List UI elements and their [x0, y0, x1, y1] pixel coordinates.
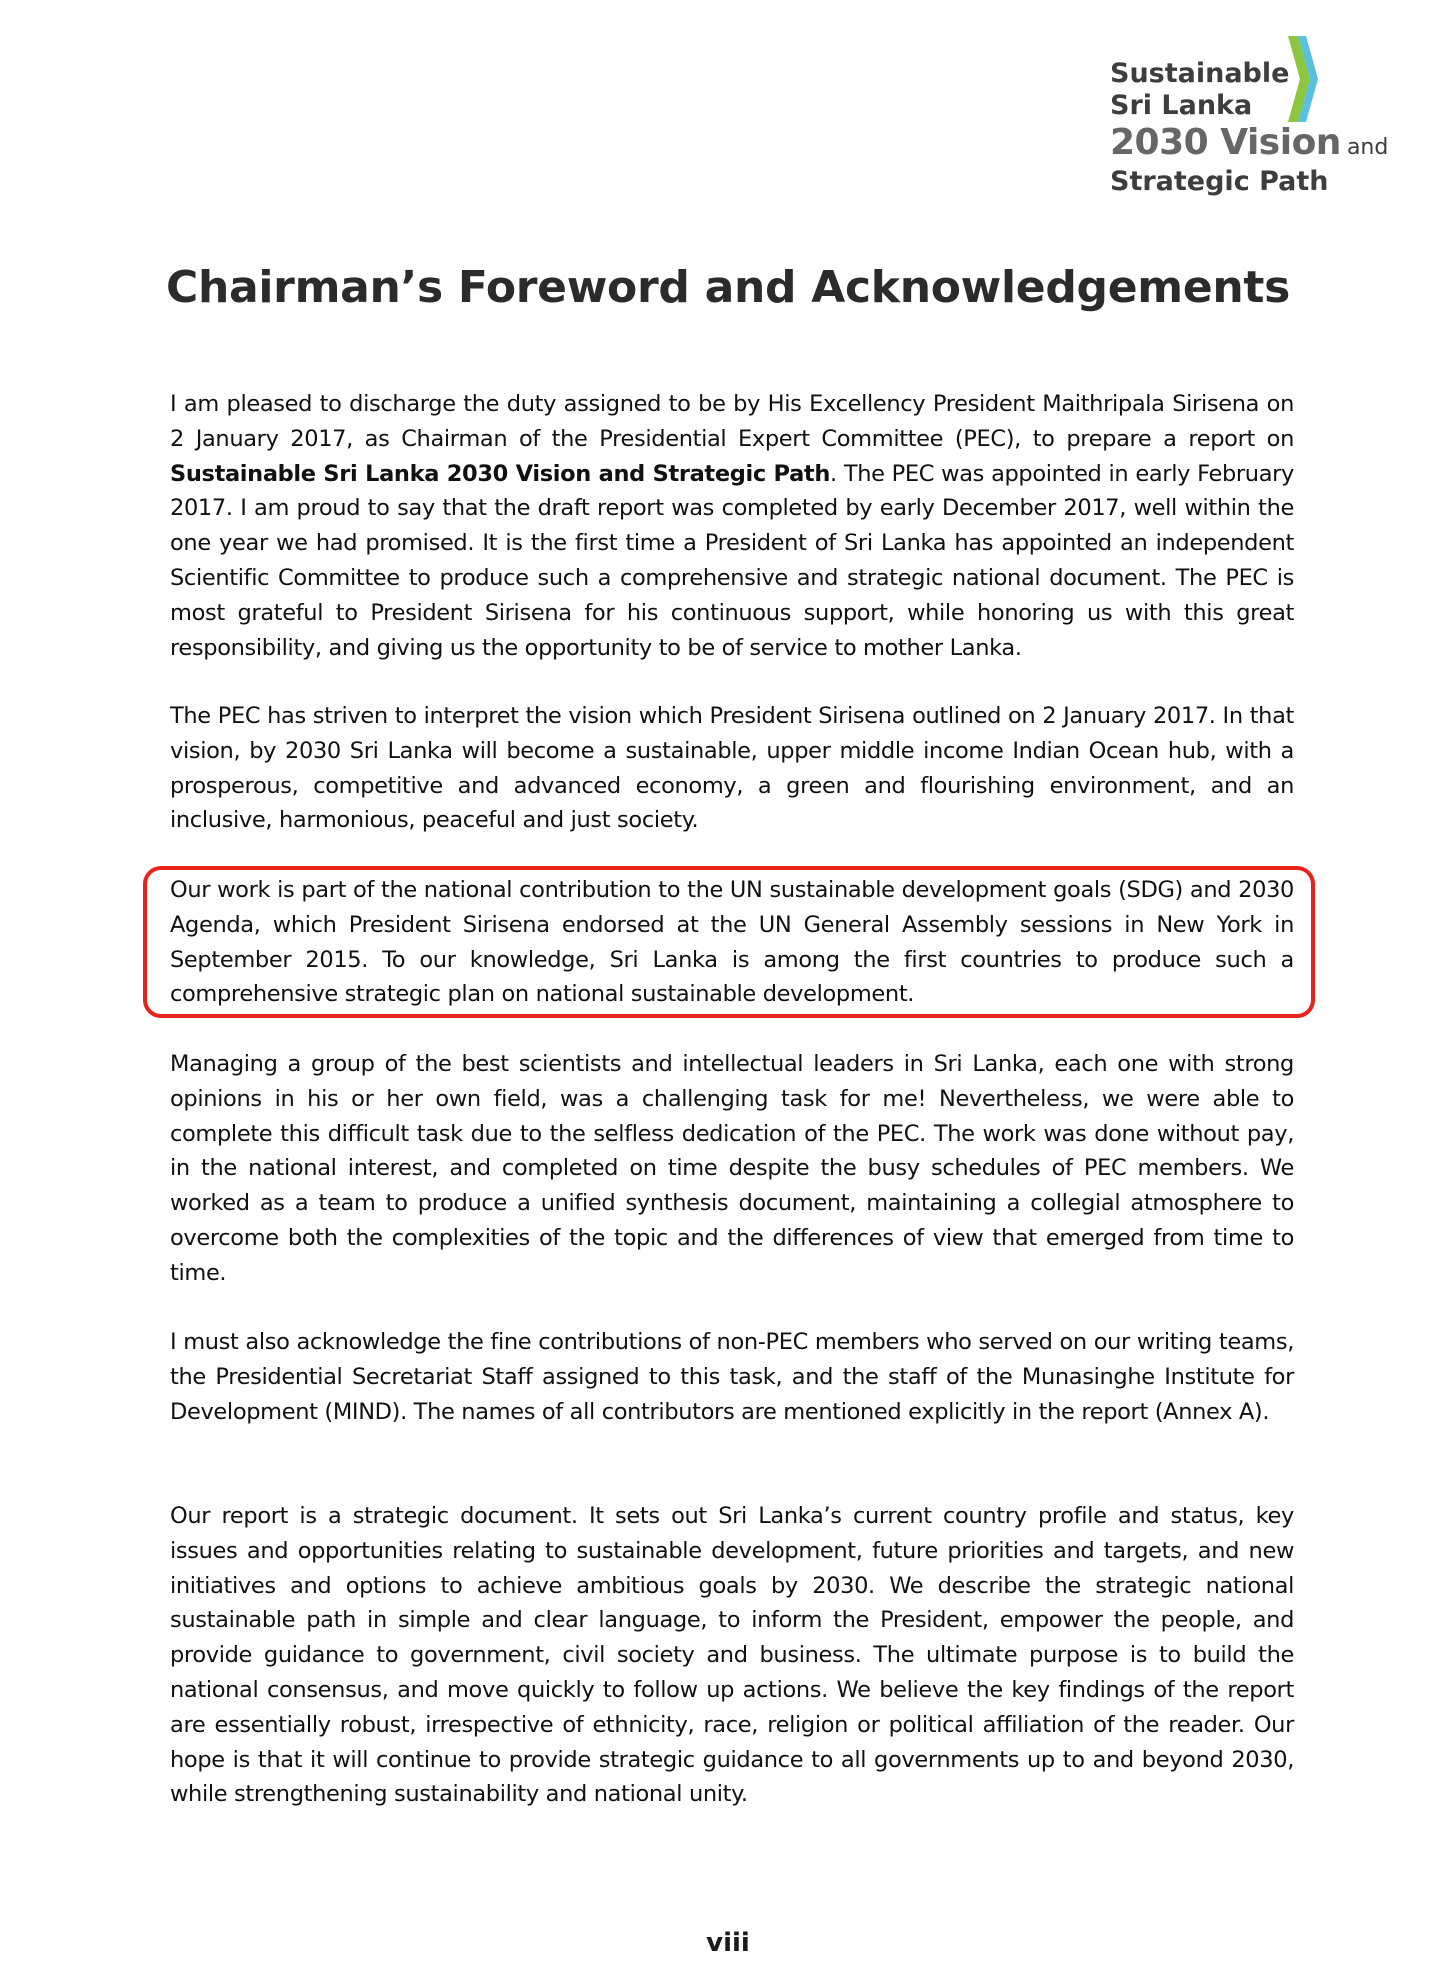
paragraph-3-highlighted: Our work is part of the national contribution to the UN sustainable development goals (SDG) and 2030 Agenda, which President Sirisena endorsed at the UN General Assembly sessions in New York in September 2015. To our knowledge, Sri Lanka is among the first countries to produce such a comprehensive strategic plan on national sustainable development. [170, 877, 1294, 1008]
chevron-logo-icon [1288, 36, 1320, 122]
report-name-bold: Sustainable Sri Lanka 2030 Vision and Strategic Path [170, 460, 831, 487]
report-logo [1110, 54, 1410, 204]
logo-vision-text: 2030 Vision [1110, 122, 1341, 163]
paragraph-1 [170, 387, 1294, 665]
logo-line-3 [1110, 122, 1388, 163]
paragraph-1-end: . The PEC was appointed in early February 2017. I am proud to say that the draft report was completed by early December 2017, well within the one year we had promised. It is the first time a President of Sri Lanka has appointed an independent Scientific Committee to produce such a comprehensive and strategic national document. The PEC is most grateful to President Sirisena for his continuous support, while honoring us with this great responsibility, and giving us the opportunity to be of service to mother Lanka. [170, 460, 1295, 661]
paragraph-4: Managing a group of the best scientists and intellectual leaders in Sri Lanka, each one with strong opinions in his or her own field, was a challenging task for me! Nevertheless, we were able to complete this difficult task due to the selfless dedication of the PEC. The work was done without pay, in the national interest, and completed on time despite the busy schedules of PEC members. We worked as a team to produce a unified synthesis document, maintaining a collegial atmosphere to overcome both the complexities of the topic and the differences of view that emerged from time to time. [170, 1051, 1294, 1286]
logo-line-4: Strategic Path [1110, 166, 1329, 197]
paragraph-6: Our report is a strategic document. It sets out Sri Lanka’s current country profile and status, key issues and opportunities relating to sustainable development, future priorities and targets, and new initiatives and options to achieve ambitious goals by 2030. We describe the strategic national sustainable path in simple and clear language, to inform the President, empower the people, and provide guidance to government, civil society and business. The ultimate purpose is to build the national consensus, and move quickly to follow up actions. We believe the key findings of the report are essentially robust, irrespective of ethnicity, race, religion or political affiliation of the reader. Our hope is that it will continue to provide strategic guidance to all governments up to and beyond 2030, while strengthening sustainability and national unity. [170, 1503, 1294, 1808]
paragraph-2: The PEC has striven to interpret the vision which President Sirisena outlined on 2 January 2017. In that vision, by 2030 Sri Lanka will become a sustainable, upper middle income Indian Ocean hub, with a prosperous, competitive and advanced economy, a green and flourishing environment, and an inclusive, harmonious, peaceful and just society. [170, 703, 1294, 834]
page-number: viii [706, 1928, 750, 1958]
logo-line-1: Sustainable [1110, 58, 1290, 89]
paragraph-1-start: I am pleased to discharge the duty assigned to be by His Excellency President Maithripala Sirisena on 2 January 2017, as Chairman of the Presidential Expert Committee (PEC), to prepare a report on [170, 391, 1294, 452]
paragraph-5: I must also acknowledge the fine contributions of non-PEC members who served on our writing teams, the Presidential Secretariat Staff assigned to this task, and the staff of the Munasinghe Institute for Development (MIND). The names of all contributors are mentioned explicitly in the report (Annex A). [170, 1329, 1294, 1425]
page-title: Chairman’s Foreword and Acknowledgements [165, 262, 1291, 313]
logo-and-text: and [1346, 135, 1389, 160]
logo-line-2: Sri Lanka [1110, 90, 1253, 121]
